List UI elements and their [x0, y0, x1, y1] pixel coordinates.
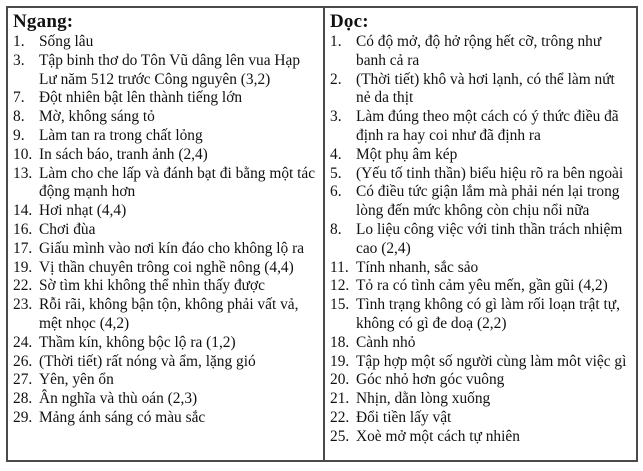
clue-text: Góc nhỏ hơn góc vuông: [356, 371, 505, 389]
clue-item: [13, 221, 318, 240]
clue-text: Tính nhanh, sắc sảo: [356, 258, 479, 276]
clue-number: 14.: [13, 202, 33, 220]
down-clues-column: [325, 8, 636, 460]
clue-number: 26.: [13, 352, 33, 370]
clue-item: [330, 146, 631, 165]
clue-text: (Thời tiết) khô và hơi lạnh, có thể làm nứt nẻ da thịt: [356, 70, 615, 107]
clue-text: Tình trạng không có gì làm rối loạn trật tự, không có gì đe doạ (2,2): [356, 296, 620, 332]
clue-text: Vị thần chuyên trông coi nghề nông (4,4): [39, 258, 294, 276]
clue-item: [330, 277, 631, 296]
crossword-clue-table: [6, 6, 638, 462]
clue-number: 1.: [13, 33, 25, 50]
clue-number: 10.: [13, 145, 33, 163]
clue-text: Mờ, không sáng tỏ: [39, 108, 155, 126]
clue-text: Yên, yên ổn: [39, 371, 114, 389]
clue-item: [13, 334, 318, 353]
clue-text: Tập hợp một số người cùng làm môt việc gì: [356, 352, 627, 370]
clue-text: Làm cho che lấp và đánh bạt đi bằng một tác động mạnh hơn: [39, 164, 316, 201]
down-clue-list: [330, 33, 631, 447]
clue-text: (Thời tiết) rất nóng và ẩm, lặng gió: [39, 352, 256, 370]
clue-text: Rỗi rãi, không bận tộn, không phải vất vả, mệt nhọc (4,2): [39, 296, 299, 332]
clue-item: [13, 277, 318, 296]
clue-number: 6.: [330, 183, 342, 201]
clue-number: 12.: [330, 277, 350, 295]
clue-text: Có điều tức giận lắm mà phải nén lại trong lòng đến mức không còn chịu nổi nữa: [356, 183, 620, 220]
clue-number: 19.: [13, 258, 33, 276]
clue-item: [13, 371, 318, 390]
clue-number: 29.: [13, 408, 33, 426]
clue-text: Có độ mở, độ hở rộng hết cỡ, trông như banh cả ra: [356, 33, 602, 69]
clue-text: In sách báo, tranh ảnh (2,4): [39, 145, 208, 163]
clue-number: 7.: [13, 89, 25, 107]
clue-item: [330, 108, 631, 146]
clue-text: Chơi đùa: [39, 220, 96, 238]
clue-number: 24.: [13, 333, 33, 351]
clue-item: [13, 353, 318, 372]
clue-text: Lo liệu công việc với tinh thần trách nhiệm cao (2,4): [356, 220, 623, 257]
clue-number: 9.: [13, 126, 25, 144]
clue-text: (Yếu tố tinh thần) biểu hiệu rõ ra bên ngoài: [356, 164, 624, 182]
clue-number: 11.: [330, 258, 349, 276]
clue-item: [330, 428, 631, 447]
clue-text: Đổi tiền lấy vật: [356, 408, 452, 426]
clue-text: Thầm kín, không bộc lộ ra (1,2): [39, 333, 236, 351]
clue-item: [13, 240, 318, 259]
clue-number: 3.: [330, 108, 342, 126]
across-clue-list: [13, 33, 318, 428]
clue-item: [330, 259, 631, 278]
clue-text: Ân nghĩa và thù oán (2,3): [39, 390, 198, 408]
clue-text: Mảng ánh sáng có màu sắc: [39, 408, 206, 426]
clue-item: [330, 183, 631, 221]
clue-item: [13, 89, 318, 108]
clue-text: Sờ tìm khi không thể nhìn thấy được: [39, 277, 265, 295]
clue-text: Tập binh thơ do Tôn Vũ dâng lên vua Hạp Lư năm 512 trước Công nguyên (3,2): [39, 51, 301, 88]
clue-number: 3.: [13, 51, 25, 69]
clue-text: Làm tan ra trong chất lỏng: [39, 126, 203, 144]
clue-item: [330, 390, 631, 409]
clue-number: 13.: [13, 164, 33, 182]
clue-item: [13, 146, 318, 165]
clue-number: 8.: [330, 220, 342, 238]
clue-number: 5.: [330, 164, 342, 182]
clue-number: 1.: [330, 33, 342, 50]
clue-number: 18.: [330, 333, 350, 351]
clue-text: Tỏ ra có tình cảm yêu mến, gần gũi (4,2): [356, 277, 608, 295]
clue-item: [13, 296, 318, 334]
clue-number: 25.: [330, 427, 350, 445]
clue-text: Đột nhiên bật lên thành tiếng lớn: [39, 89, 243, 107]
clue-item: [13, 127, 318, 146]
clue-item: [330, 334, 631, 353]
clue-number: 23.: [13, 296, 33, 314]
clue-number: 15.: [330, 296, 350, 314]
clue-text: Nhịn, dằn lòng xuống: [356, 390, 491, 408]
clue-item: [13, 259, 318, 278]
clue-item: [330, 409, 631, 428]
clue-number: 27.: [13, 371, 33, 389]
clue-number: 8.: [13, 108, 25, 126]
clue-item: [13, 409, 318, 428]
clue-number: 4.: [330, 145, 342, 163]
clue-number: 21.: [330, 390, 350, 408]
clue-text: Sống lâu: [39, 33, 94, 50]
clue-item: [13, 33, 318, 52]
clue-number: 22.: [330, 408, 350, 426]
clue-item: [330, 71, 631, 109]
clue-item: [13, 52, 318, 90]
clue-item: [13, 202, 318, 221]
clue-number: 17.: [13, 239, 33, 257]
across-header: Ngang:: [13, 11, 74, 32]
clue-text: Cành nhỏ: [356, 333, 416, 351]
down-header: Dọc:: [330, 11, 369, 32]
clue-item: [330, 353, 631, 372]
clue-number: 16.: [13, 220, 33, 238]
clue-item: [13, 108, 318, 127]
clue-text: Xoè mở một cách tự nhiên: [356, 427, 520, 445]
clue-number: 20.: [330, 371, 350, 389]
clue-item: [330, 33, 631, 71]
clue-item: [13, 165, 318, 203]
clue-number: 19.: [330, 352, 350, 370]
clue-item: [330, 165, 631, 184]
clue-item: [13, 390, 318, 409]
clue-number: 2.: [330, 70, 342, 88]
across-clues-column: [8, 8, 325, 460]
clue-text: Giấu mình vào nơi kín đáo cho không lộ ra: [39, 239, 305, 257]
clue-item: [330, 296, 631, 334]
clue-number: 22.: [13, 277, 33, 295]
clue-text: Một phụ âm kép: [356, 145, 458, 163]
clue-item: [330, 371, 631, 390]
clue-text: Hơi nhạt (4,4): [39, 202, 127, 220]
clue-text: Làm đúng theo một cách có ý thức điều đã định ra hay coi như đã định ra: [356, 108, 619, 144]
clue-item: [330, 221, 631, 259]
clue-number: 28.: [13, 390, 33, 408]
